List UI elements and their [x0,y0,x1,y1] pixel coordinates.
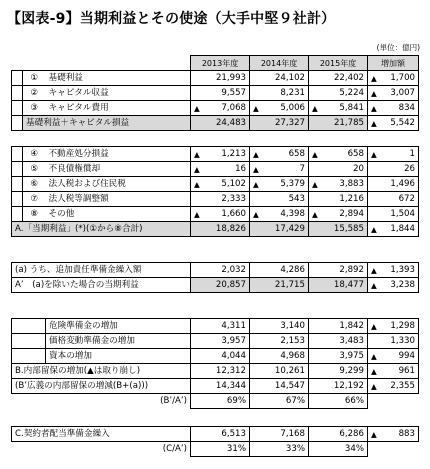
negative-triangle-icon: ▲ [253,149,259,159]
value-cell [368,394,419,409]
value-cell [368,349,419,364]
value-cell [191,147,250,162]
value-cell [191,192,250,207]
value-text: 1,700 [390,72,416,83]
value-cell [309,101,368,116]
value-cell [368,207,419,222]
value-cell [309,147,368,162]
negative-triangle-icon: ▲ [371,351,377,361]
value-cell [191,101,250,116]
value-cell [368,278,419,293]
value-cell [191,394,250,409]
value-text: 12,192 [333,380,364,391]
value-text: 67% [285,395,305,406]
value-text: 1,216 [339,193,364,204]
header-fy2015: 2015年度 [309,56,368,71]
value-cell [250,379,309,394]
value-cell [250,207,309,222]
value-text: 961 [398,365,415,376]
unit-label: (単位：億円) [376,43,420,52]
negative-triangle-icon: ▲ [371,149,377,159]
value-cell [250,278,309,293]
negative-triangle-icon: ▲ [371,73,377,83]
value-text: 10,261 [274,365,305,376]
value-text: 2,333 [221,193,246,204]
negative-triangle-icon: ▲ [253,103,259,113]
negative-triangle-icon: ▲ [371,103,377,113]
value-cell [191,162,250,177]
table-row [12,263,419,278]
table-row [12,319,419,334]
row-label: (C/A’) [162,443,187,454]
value-text: 3,883 [339,178,364,189]
row-label: (B’広義の内部留保の増減(B+(a))) [12,379,191,394]
value-text: 18,477 [333,279,364,290]
negative-triangle-icon: ▲ [371,280,377,290]
table-row [12,442,419,457]
indent-cell [12,116,23,131]
value-text: 1,213 [221,148,246,159]
value-cell [191,442,250,457]
table-row [12,86,419,101]
value-cell [309,222,368,237]
value-cell [250,222,309,237]
value-cell [191,364,250,379]
table-row [12,222,419,237]
value-cell [368,86,419,101]
value-cell [250,101,309,116]
value-text: 3,007 [390,87,416,98]
dividend-table [11,426,419,457]
row-label: 不動産処分損益 [46,147,191,162]
value-cell [191,71,250,86]
value-cell [368,379,419,394]
item-number-text: ⑤ [30,163,39,174]
value-text: 21,993 [215,72,247,83]
value-text: 6,513 [221,428,246,439]
value-text: 21,715 [274,279,305,290]
value-text: 6,286 [339,428,364,439]
value-text: 658 [288,148,305,159]
value-text: 7,168 [280,428,305,439]
item-number [23,86,46,101]
negative-triangle-icon: ▲ [371,88,377,98]
item-number [23,162,46,177]
indent-cell [12,319,46,334]
value-cell [191,278,250,293]
row-label: 基礎利益 [46,71,191,86]
value-text: 3,483 [339,335,364,346]
table-row [12,427,419,442]
profit-table-top [11,55,419,131]
negative-triangle-icon: ▲ [371,366,377,376]
value-text: 2,032 [221,264,246,275]
value-text: 4,311 [221,320,246,331]
value-cell [368,364,419,379]
negative-triangle-icon: ▲ [371,118,377,128]
value-text: 4,286 [280,264,305,275]
negative-triangle-icon: ▲ [253,164,259,174]
value-cell [368,147,419,162]
value-cell [191,116,250,131]
value-text: 1,844 [390,223,415,234]
value-text: 1,504 [390,208,415,219]
value-cell [309,162,368,177]
value-cell [250,394,309,409]
item-number-text: ③ [30,102,39,113]
value-cell [368,101,419,116]
table-row [12,207,419,222]
row-label: (B’/A’) [160,395,187,406]
value-cell [368,334,419,349]
row-label: その他 [46,207,191,222]
row-label: C.契約者配当準備金繰入 [12,427,191,442]
value-cell [191,263,250,278]
value-text: 12,312 [215,365,246,376]
value-cell [368,222,419,237]
value-text: 3,140 [280,320,305,331]
value-cell [309,278,368,293]
row-label: 法人税および住民税 [46,177,191,192]
negative-triangle-icon: ▲ [312,209,318,219]
table-row [12,147,419,162]
value-cell [191,379,250,394]
value-text: 1,298 [390,320,415,331]
item-number [23,207,46,222]
value-cell [309,177,368,192]
value-text: 16 [235,163,246,174]
value-cell [250,192,309,207]
indent-cell [12,192,23,207]
value-cell [250,364,309,379]
value-text: 20,857 [215,279,246,290]
value-cell [191,334,250,349]
row-label: 価格変動準備金の増加 [46,334,191,349]
value-text: 31% [226,443,246,454]
row-label: (a) うち、追加責任準備金繰入額 [12,263,191,278]
value-cell [250,263,309,278]
value-cell [309,394,368,409]
table-row [12,334,419,349]
value-cell [250,116,309,131]
value-cell [309,192,368,207]
value-cell [368,427,419,442]
value-text: 5,542 [390,117,416,128]
value-cell [191,427,250,442]
value-text: 2,153 [280,335,305,346]
negative-triangle-icon: ▲ [194,209,200,219]
value-text: 5,379 [280,178,305,189]
negative-triangle-icon: ▲ [371,224,377,234]
value-cell [309,427,368,442]
indent-cell [12,334,46,349]
value-cell [191,207,250,222]
value-text: 1,660 [221,208,246,219]
indent-cell [12,86,23,101]
value-text: 9,557 [221,87,247,98]
value-text: 34% [344,443,364,454]
value-text: 1,842 [339,320,364,331]
negative-triangle-icon: ▲ [253,179,259,189]
value-cell [368,192,419,207]
value-cell [191,349,250,364]
value-cell [309,319,368,334]
header-increase: 増加額 [368,56,419,71]
value-text: 3,238 [390,279,415,290]
value-text: 20 [353,163,364,174]
row-label: キャピタル収益 [46,86,191,101]
value-cell [309,207,368,222]
item-number [23,101,46,116]
indent-cell [12,162,23,177]
table-row [12,162,419,177]
value-text: 15,585 [333,223,364,234]
table-row [12,192,419,207]
value-text: 883 [398,428,415,439]
value-text: 1 [409,148,415,159]
negative-triangle-icon: ▲ [312,149,318,159]
value-text: 5,102 [221,178,246,189]
value-cell [250,442,309,457]
header-fy2014: 2014年度 [250,56,309,71]
negative-triangle-icon: ▲ [371,429,377,439]
value-cell [250,86,309,101]
value-text: 834 [398,102,416,113]
value-cell [250,71,309,86]
value-cell [309,263,368,278]
value-text: 658 [347,148,364,159]
item-number [23,192,46,207]
value-text: 3,975 [339,350,364,361]
table-row [12,177,419,192]
negative-triangle-icon: ▲ [371,321,377,331]
value-cell [191,86,250,101]
row-label: 不良債権償却 [46,162,191,177]
value-text: 14,547 [274,380,305,391]
indent-cell [12,177,23,192]
item-number-text: ⑥ [30,178,39,189]
table-row [12,364,419,379]
table-row [12,379,419,394]
value-cell [250,427,309,442]
retained-table [11,318,419,409]
value-text: 22,402 [333,72,365,83]
negative-triangle-icon: ▲ [194,103,200,113]
profit-table-items [11,146,419,237]
value-text: 994 [398,350,415,361]
value-cell [250,334,309,349]
header-fy2013: 2013年度 [191,56,250,71]
table-row [12,101,419,116]
value-cell [309,379,368,394]
negative-triangle-icon: ▲ [194,179,200,189]
header-row [12,56,419,71]
value-cell [250,319,309,334]
value-text: 7 [299,163,305,174]
negative-triangle-icon: ▲ [253,209,259,219]
value-cell [191,222,250,237]
row-label: 危険準備金の増加 [46,319,191,334]
row-label: 法人税等調整額 [46,192,191,207]
value-cell [309,334,368,349]
item-number-text: ⑦ [30,193,39,204]
value-cell [368,71,419,86]
item-number-text: ⑧ [30,208,39,219]
row-label: 資本の増加 [46,349,191,364]
table-row [12,278,419,293]
indent-cell [12,349,46,364]
value-text: 672 [398,193,415,204]
value-text: 33% [285,443,305,454]
value-cell [368,442,419,457]
value-text: 3,957 [221,335,246,346]
negative-triangle-icon: ▲ [194,164,200,174]
item-number-text: ② [30,87,39,98]
value-cell [368,162,419,177]
value-cell [250,349,309,364]
table-row [12,71,419,86]
indent-cell [12,147,23,162]
item-number [23,147,46,162]
table-row [12,394,419,409]
value-text: 66% [344,395,364,406]
row-label: A.「当期利益」(*)(①から⑧合計) [12,222,191,237]
indent-cell [12,207,23,222]
value-cell [368,177,419,192]
value-cell [309,442,368,457]
value-text: 14,344 [215,380,246,391]
page-title: 【図表-9】当期利益とその使途（大手中堅９社計） [7,11,336,27]
table-row [12,349,419,364]
row-label: A’ (a)を除いた場合の当期利益 [12,278,191,293]
indent-cell [12,101,23,116]
value-text: 4,968 [280,350,305,361]
value-text: 21,785 [333,117,365,128]
value-cell [191,319,250,334]
value-cell [309,349,368,364]
table-row [12,116,419,131]
value-text: 27,327 [274,117,306,128]
value-text: 8,231 [280,87,306,98]
value-text: 5,841 [339,102,365,113]
item-number-text: ④ [30,148,39,159]
negative-triangle-icon: ▲ [312,179,318,189]
value-text: 1,496 [390,178,415,189]
value-cell [191,177,250,192]
value-text: 24,483 [215,117,247,128]
value-text: 69% [226,395,246,406]
value-cell [250,147,309,162]
value-text: 4,398 [280,208,305,219]
value-text: 24,102 [274,72,306,83]
value-text: 7,068 [221,102,247,113]
value-cell [368,263,419,278]
row-label: 基礎利益＋キャピタル損益 [23,116,191,131]
value-cell [250,177,309,192]
value-text: 5,006 [280,102,306,113]
negative-triangle-icon: ▲ [371,265,377,275]
value-text: 543 [288,193,305,204]
value-text: 1,393 [390,264,415,275]
value-cell [309,71,368,86]
value-text: 17,429 [274,223,305,234]
indent-cell [12,71,23,86]
value-text: 9,299 [339,365,364,376]
item-number [23,177,46,192]
row-label: キャピタル費用 [46,101,191,116]
value-cell [368,116,419,131]
negative-triangle-icon: ▲ [194,149,200,159]
value-cell [309,364,368,379]
value-text: 2,894 [339,208,364,219]
value-cell [309,86,368,101]
value-text: 2,355 [390,380,415,391]
value-cell [368,319,419,334]
value-text: 2,892 [339,264,364,275]
negative-triangle-icon: ▲ [371,381,377,391]
profit-table-adjusted [11,262,419,293]
negative-triangle-icon: ▲ [312,103,318,113]
value-text: 4,044 [221,350,246,361]
value-text: 5,224 [339,87,365,98]
item-number [23,71,46,86]
value-text: 18,826 [215,223,246,234]
value-cell [250,162,309,177]
row-label: B.内部留保の増加(▲は取り崩し) [12,364,191,379]
value-text: 1,330 [390,335,415,346]
value-cell [309,116,368,131]
value-text: 26 [404,163,415,174]
item-number-text: ① [30,72,39,83]
